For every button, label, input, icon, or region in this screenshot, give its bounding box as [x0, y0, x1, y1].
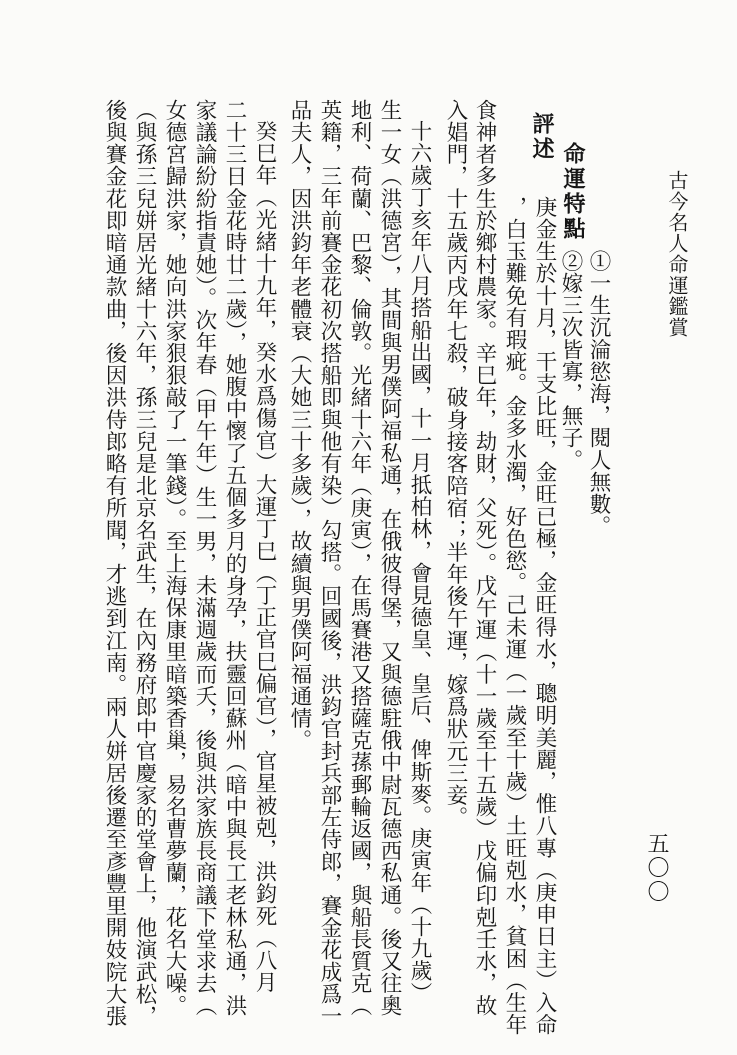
text-column: 地利、荷蘭、巴黎、倫敦。光緒十六年（庚寅），在馬賽港又搭薩克蓀郵輪返國，與船長質克（: [347, 99, 372, 1017]
text-column: 品夫人，因洪鈞年老體衰（大她三十多歲），故續與男僕阿福通情。: [287, 99, 312, 752]
text-column: 生一女（洪德宮），其間與男僕阿福私通，在俄彼得堡，又與德駐俄中尉瓦德西私通。後又往奧: [377, 99, 402, 1017]
text-column: （與孫三兒姘居光緒十六年，孫三兒是北京名武生，在內務府郎中官慶家的堂會上，他演武松，: [132, 99, 157, 1028]
text-column: 食神者多生於鄉村農家。辛巳年，劫財，父死）。戊午運（十一歲至十五歲）戊偏印剋壬水，故: [472, 99, 497, 1017]
text-column: 十六歲丁亥年八月搭船出國，十一月抵柏林，會見德皇、皇后、俾斯麥。庚寅年（十九歲）: [407, 120, 432, 1004]
text-column: 入娼門，十五歲丙戌年七殺，破身接客陪宿；半年後午運，嫁爲狀元三妾。: [443, 99, 468, 829]
page-number: 五〇〇: [644, 832, 669, 904]
text-column: 後與賽金花即暗通款曲，後因洪侍郎略有所聞，才逃到江南。兩人姘居後遷至彥豐里開妓院大張: [102, 99, 127, 1028]
text-column: ②嫁三次皆寡，無子。: [558, 250, 583, 471]
text-column: 二十三日金花時廿二歲），她腹中懷了五個多月的身孕，扶靈回蘇州（暗中與長工老林私通，洪: [222, 99, 247, 1017]
comment-label: 評述: [529, 112, 555, 162]
text-column: ①一生沉淪慾海，閱人無數。: [586, 250, 611, 538]
text-column: ，白玉難免有瑕疵。金多水濁，好色慾。己未運（一歲至十歲）土旺剋水，貧困（生年: [502, 196, 527, 1036]
traits-label: 命運特點: [560, 142, 586, 242]
text-column: 女德宮歸洪家，她向洪家狠狠敲了一筆錢）。至上海保康里暗築香巢，易名曹夢蘭，花名大噪。: [162, 99, 187, 1017]
book-title: 古今名人命運鑑賞: [665, 170, 689, 338]
text-column: 家議論紛紛指責她）。次年春（甲午年）生一男，未滿週歲而夭，後與洪家族長商議下堂求去（: [192, 99, 217, 1017]
text-column: 庚金生於十月，干支比旺，金旺已極，金旺得水，聰明美麗，惟八專（庚申日主）入命: [532, 196, 557, 1036]
text-column: 癸巳年（光緒十九年，癸水爲傷官）大運丁巳（丁正官巳偏官），官星被剋，洪鈞死（八月: [252, 120, 277, 994]
text-column: 英籍，三年前賽金花初次搭船即與他有染）勾搭。回國後，洪鈞官封兵部左侍郎，賽金花成爲一: [317, 99, 342, 1028]
